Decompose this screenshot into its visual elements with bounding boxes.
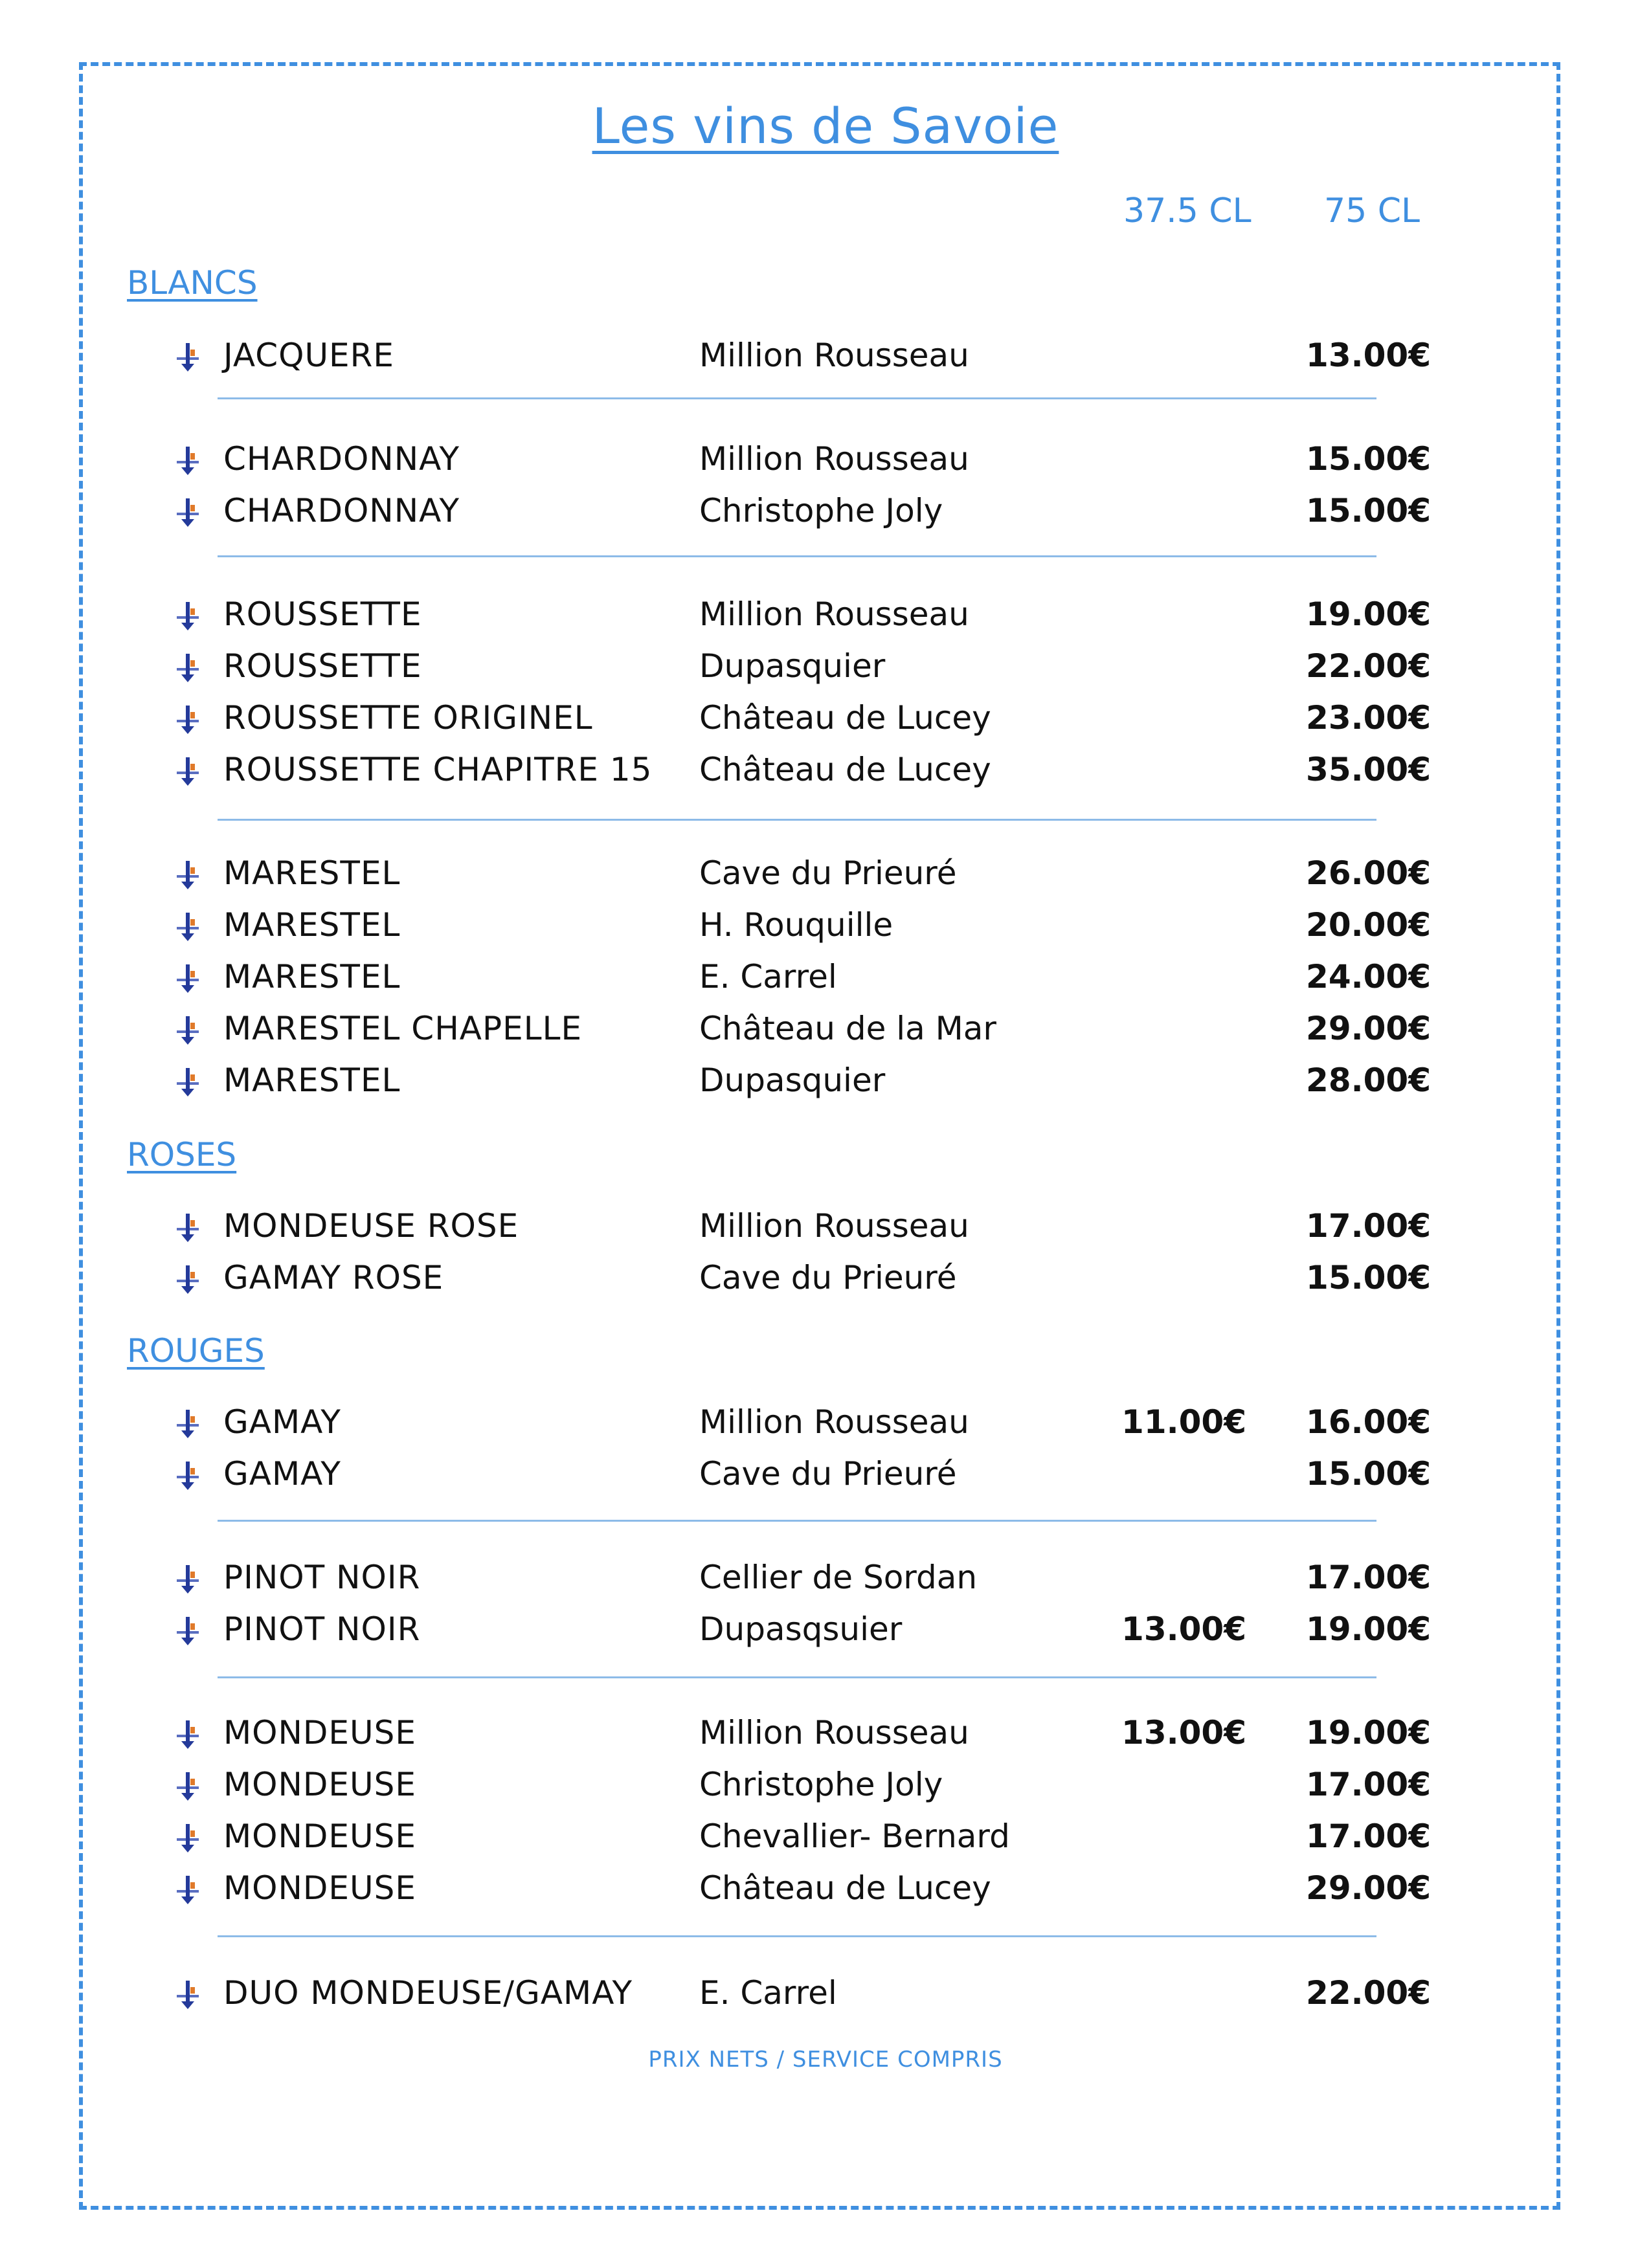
arrow-down-bullet-icon: [175, 1873, 201, 1906]
group-separator: [218, 1520, 1376, 1522]
wine-name: GAMAY ROSE: [223, 1259, 444, 1296]
wine-row: [0, 1818, 1651, 1863]
price-75-cl: 19.00€: [1306, 1714, 1431, 1751]
price-75-cl: 17.00€: [1306, 1818, 1431, 1855]
producer-name: Château de Lucey: [699, 1869, 991, 1907]
price-75-cl: 20.00€: [1306, 906, 1431, 944]
arrow-down-bullet-icon: [175, 910, 201, 942]
arrow-down-bullet-icon: [175, 962, 201, 994]
producer-name: Cave du Prieuré: [699, 1455, 957, 1493]
producer-name: Château de Lucey: [699, 751, 991, 788]
wine-row: [0, 1869, 1651, 1915]
wine-name: MARESTEL: [223, 906, 401, 944]
wine-row: [0, 854, 1651, 900]
arrow-down-bullet-icon: [175, 1211, 201, 1243]
price-75-cl: 17.00€: [1306, 1559, 1431, 1596]
group-separator: [218, 1676, 1376, 1678]
wine-name: GAMAY: [223, 1455, 341, 1493]
wine-name: MONDEUSE: [223, 1766, 416, 1803]
wine-name: JACQUERE: [223, 337, 394, 374]
wine-row: [0, 440, 1651, 485]
producer-name: Dupasqsuier: [699, 1610, 903, 1648]
arrow-down-bullet-icon: [175, 1407, 201, 1440]
arrow-down-bullet-icon: [175, 340, 201, 373]
wine-name: GAMAY: [223, 1403, 341, 1441]
page-title: Les vins de Savoie: [592, 97, 1059, 155]
price-37-5-cl: 13.00€: [1121, 1610, 1246, 1648]
producer-name: Million Rousseau: [699, 440, 969, 478]
wine-name: MONDEUSE: [223, 1818, 416, 1855]
price-75-cl: 15.00€: [1306, 492, 1431, 529]
wine-row: [0, 1207, 1651, 1252]
producer-name: Christophe Joly: [699, 1766, 943, 1803]
producer-name: Dupasquier: [699, 1062, 886, 1099]
wine-name: MARESTEL: [223, 1062, 401, 1099]
price-75-cl: 15.00€: [1306, 440, 1431, 478]
arrow-down-bullet-icon: [175, 444, 201, 476]
wine-row: [0, 1559, 1651, 1604]
arrow-down-bullet-icon: [175, 1014, 201, 1046]
wine-name: MARESTEL CHAPELLE: [223, 1010, 583, 1047]
wine-row: [0, 1714, 1651, 1759]
wine-row: [0, 751, 1651, 796]
producer-name: Cave du Prieuré: [699, 854, 957, 892]
wine-row: [0, 958, 1651, 1003]
column-header-37-5-cl: 37.5 CL: [1123, 192, 1252, 230]
arrow-down-bullet-icon: [175, 1263, 201, 1295]
wine-name: MONDEUSE: [223, 1869, 416, 1907]
wine-row: [0, 1062, 1651, 1107]
wine-row: [0, 1610, 1651, 1656]
price-75-cl: 17.00€: [1306, 1766, 1431, 1803]
wine-name: PINOT NOIR: [223, 1559, 421, 1596]
arrow-down-bullet-icon: [175, 496, 201, 528]
producer-name: Million Rousseau: [699, 1714, 969, 1751]
arrow-down-bullet-icon: [175, 1614, 201, 1647]
arrow-down-bullet-icon: [175, 858, 201, 891]
price-75-cl: 19.00€: [1306, 595, 1431, 633]
price-75-cl: 15.00€: [1306, 1259, 1431, 1296]
footer-note: PRIX NETS / SERVICE COMPRIS: [648, 2047, 1003, 2073]
wine-name: DUO MONDEUSE/GAMAY: [223, 1974, 633, 2012]
group-separator: [218, 819, 1376, 821]
wine-row: [0, 647, 1651, 693]
price-75-cl: 26.00€: [1306, 854, 1431, 892]
producer-name: E. Carrel: [699, 958, 837, 995]
arrow-down-bullet-icon: [175, 1821, 201, 1854]
producer-name: Cellier de Sordan: [699, 1559, 978, 1596]
arrow-down-bullet-icon: [175, 599, 201, 632]
wine-row: [0, 1455, 1651, 1500]
arrow-down-bullet-icon: [175, 703, 201, 735]
price-75-cl: 35.00€: [1306, 751, 1431, 788]
producer-name: Dupasquier: [699, 647, 886, 685]
producer-name: Château de la Mar: [699, 1010, 996, 1047]
arrow-down-bullet-icon: [175, 1562, 201, 1595]
wine-row: [0, 337, 1651, 382]
arrow-down-bullet-icon: [175, 651, 201, 684]
price-75-cl: 15.00€: [1306, 1455, 1431, 1493]
group-separator: [218, 555, 1376, 557]
producer-name: Million Rousseau: [699, 1403, 969, 1441]
group-separator: [218, 397, 1376, 399]
wine-name: PINOT NOIR: [223, 1610, 421, 1648]
arrow-down-bullet-icon: [175, 1718, 201, 1750]
price-37-5-cl: 11.00€: [1121, 1403, 1246, 1441]
producer-name: H. Rouquille: [699, 906, 893, 944]
column-header-75-cl: 75 CL: [1324, 192, 1420, 230]
wine-row: [0, 1010, 1651, 1055]
price-75-cl: 16.00€: [1306, 1403, 1431, 1441]
price-75-cl: 19.00€: [1306, 1610, 1431, 1648]
price-75-cl: 13.00€: [1306, 337, 1431, 374]
price-75-cl: 23.00€: [1306, 699, 1431, 737]
wine-row: [0, 1974, 1651, 2019]
price-37-5-cl: 13.00€: [1121, 1714, 1246, 1751]
section-heading-roses: ROSES: [127, 1136, 237, 1173]
wine-row: [0, 492, 1651, 537]
wine-name: ROUSSETTE CHAPITRE 15: [223, 751, 653, 788]
price-75-cl: 29.00€: [1306, 1869, 1431, 1907]
wine-name: MARESTEL: [223, 958, 401, 995]
wine-name: MONDEUSE: [223, 1714, 416, 1751]
wine-name: CHARDONNAY: [223, 440, 460, 478]
wine-row: [0, 1766, 1651, 1811]
price-75-cl: 17.00€: [1306, 1207, 1431, 1245]
price-75-cl: 29.00€: [1306, 1010, 1431, 1047]
price-75-cl: 24.00€: [1306, 958, 1431, 995]
wine-row: [0, 595, 1651, 641]
producer-name: Château de Lucey: [699, 699, 991, 737]
producer-name: Million Rousseau: [699, 595, 969, 633]
wine-name: ROUSSETTE ORIGINEL: [223, 699, 593, 737]
arrow-down-bullet-icon: [175, 755, 201, 787]
arrow-down-bullet-icon: [175, 1065, 201, 1098]
producer-name: Chevallier- Bernard: [699, 1818, 1010, 1855]
arrow-down-bullet-icon: [175, 1459, 201, 1491]
producer-name: Cave du Prieuré: [699, 1259, 957, 1296]
wine-name: ROUSSETTE: [223, 595, 422, 633]
section-heading-blancs: BLANCS: [127, 264, 258, 302]
wine-name: ROUSSETTE: [223, 647, 422, 685]
wine-name: CHARDONNAY: [223, 492, 460, 529]
producer-name: Christophe Joly: [699, 492, 943, 529]
producer-name: Million Rousseau: [699, 337, 969, 374]
producer-name: E. Carrel: [699, 1974, 837, 2012]
wine-row: [0, 1259, 1651, 1304]
group-separator: [218, 1935, 1376, 1937]
wine-name: MONDEUSE ROSE: [223, 1207, 519, 1245]
section-heading-rouges: ROUGES: [127, 1332, 265, 1370]
wine-row: [0, 699, 1651, 744]
price-75-cl: 22.00€: [1306, 647, 1431, 685]
wine-row: [0, 1403, 1651, 1449]
arrow-down-bullet-icon: [175, 1770, 201, 1802]
arrow-down-bullet-icon: [175, 1978, 201, 2010]
price-75-cl: 22.00€: [1306, 1974, 1431, 2012]
price-75-cl: 28.00€: [1306, 1062, 1431, 1099]
producer-name: Million Rousseau: [699, 1207, 969, 1245]
wine-name: MARESTEL: [223, 854, 401, 892]
wine-row: [0, 906, 1651, 951]
